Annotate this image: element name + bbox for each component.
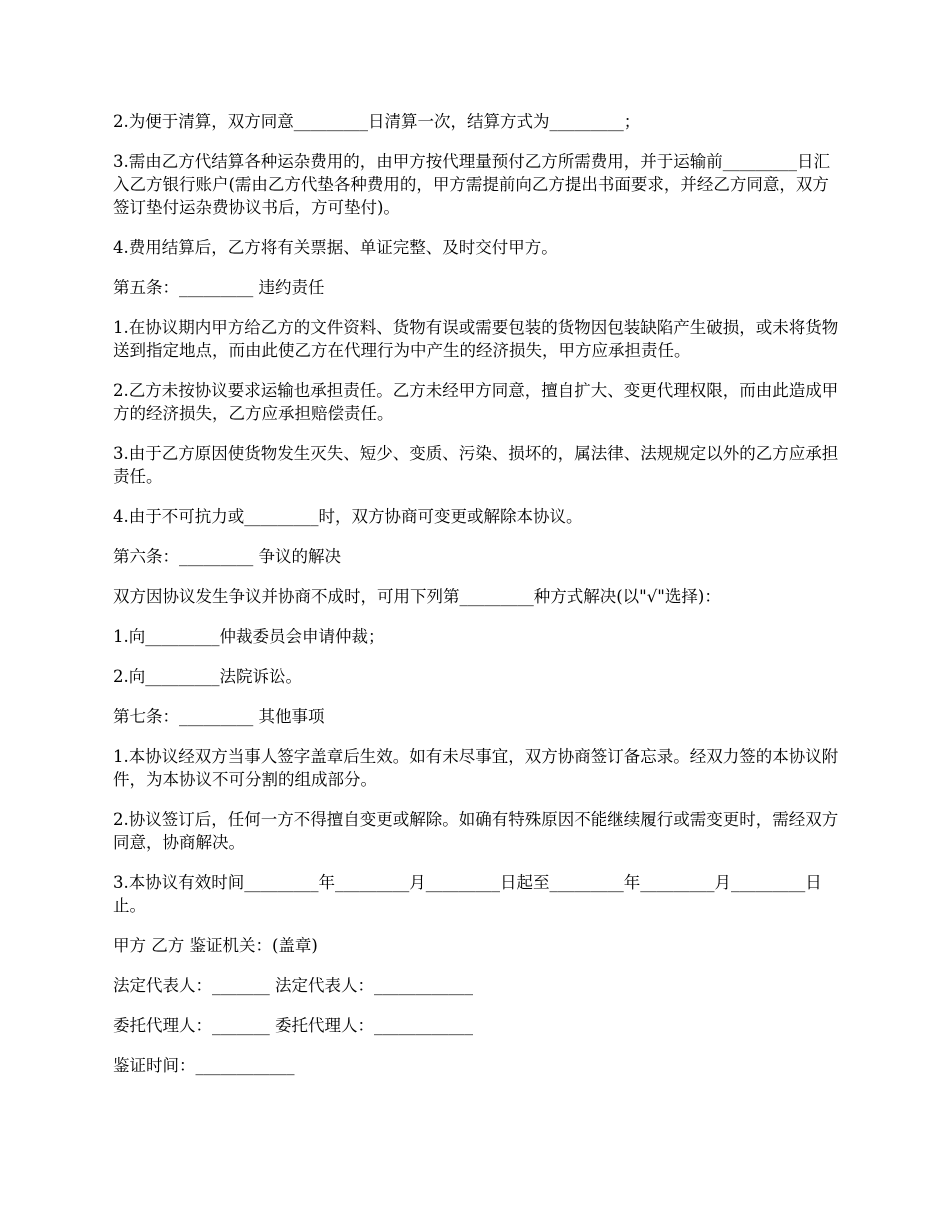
clause-effectiveness: 1.本协议经双方当事人签字盖章后生效。如有未尽事宜，双方协商签订备忘录。经双力签的本协议附件，为本协议不可分割的组成部分。 bbox=[113, 747, 839, 789]
clause-prepay-fees: 3.需由乙方代结算各种运杂费用的，由甲方按代理量预付乙方所需费用，并于运输前_________日汇入乙方银行账户(需由乙方代垫各种费用的，甲方需提前向乙方提出书面要求，并经乙方同意，双方签订垫付运杂费协议书后，方可垫付)。 bbox=[113, 152, 830, 217]
signature-parties: 甲方 乙方 鉴证机关：(盖章) bbox=[113, 936, 318, 955]
clause-dispute-method: 双方因协议发生争议并协商不成时，可用下列第_________种方式解决(以"√"选择)： bbox=[113, 587, 721, 606]
clause-litigation: 2.向_________法院诉讼。 bbox=[113, 667, 302, 686]
signature-verification-date: 鉴证时间：____________ bbox=[113, 1056, 295, 1075]
clause-party-a-liability: 1.在协议期内甲方给乙方的文件资料、货物有误或需要包装的货物因包装缺陷产生破损，或未将货物送到指定地点，而由此使乙方在代理行为中产生的经济损失，甲方应承担责任。 bbox=[113, 318, 839, 360]
clause-validity-period: 3.本协议有效时间_________年_________月_________日起至_________年_________月_________日止。 bbox=[113, 873, 822, 915]
article-7-heading: 第七条：_________ 其他事项 bbox=[113, 707, 325, 726]
signature-authorized-agent: 委托代理人：_______ 委托代理人：____________ bbox=[113, 1016, 473, 1035]
clause-goods-damage: 3.由于乙方原因使货物发生灭失、短少、变质、污染、损坏的，属法律、法规规定以外的乙方应承担责任。 bbox=[113, 444, 839, 486]
article-6-heading: 第六条：_________ 争议的解决 bbox=[113, 547, 341, 566]
clause-arbitration: 1.向_________仲裁委员会申请仲裁； bbox=[113, 627, 385, 646]
clause-deliver-documents: 4.费用结算后，乙方将有关票据、单证完整、及时交付甲方。 bbox=[113, 238, 558, 257]
signature-legal-representative: 法定代表人：_______ 法定代表人：____________ bbox=[113, 976, 473, 995]
article-5-heading: 第五条：_________ 违约责任 bbox=[113, 278, 325, 297]
clause-party-b-liability: 2.乙方未按协议要求运输也承担责任。乙方未经甲方同意，擅自扩大、变更代理权限，而由此造成甲方的经济损失，乙方应承担赔偿责任。 bbox=[113, 381, 839, 423]
clause-force-majeure: 4.由于不可抗力或_________时，双方协商可变更或解除本协议。 bbox=[113, 507, 583, 526]
clause-no-unilateral-change: 2.协议签订后，任何一方不得擅自变更或解除。如确有特殊原因不能继续履行或需变更时，需经双方同意，协商解决。 bbox=[113, 810, 839, 852]
document-body bbox=[113, 110, 841, 1094]
clause-settlement-date: 2.为便于清算，双方同意_________日清算一次，结算方式为_________； bbox=[113, 112, 641, 131]
